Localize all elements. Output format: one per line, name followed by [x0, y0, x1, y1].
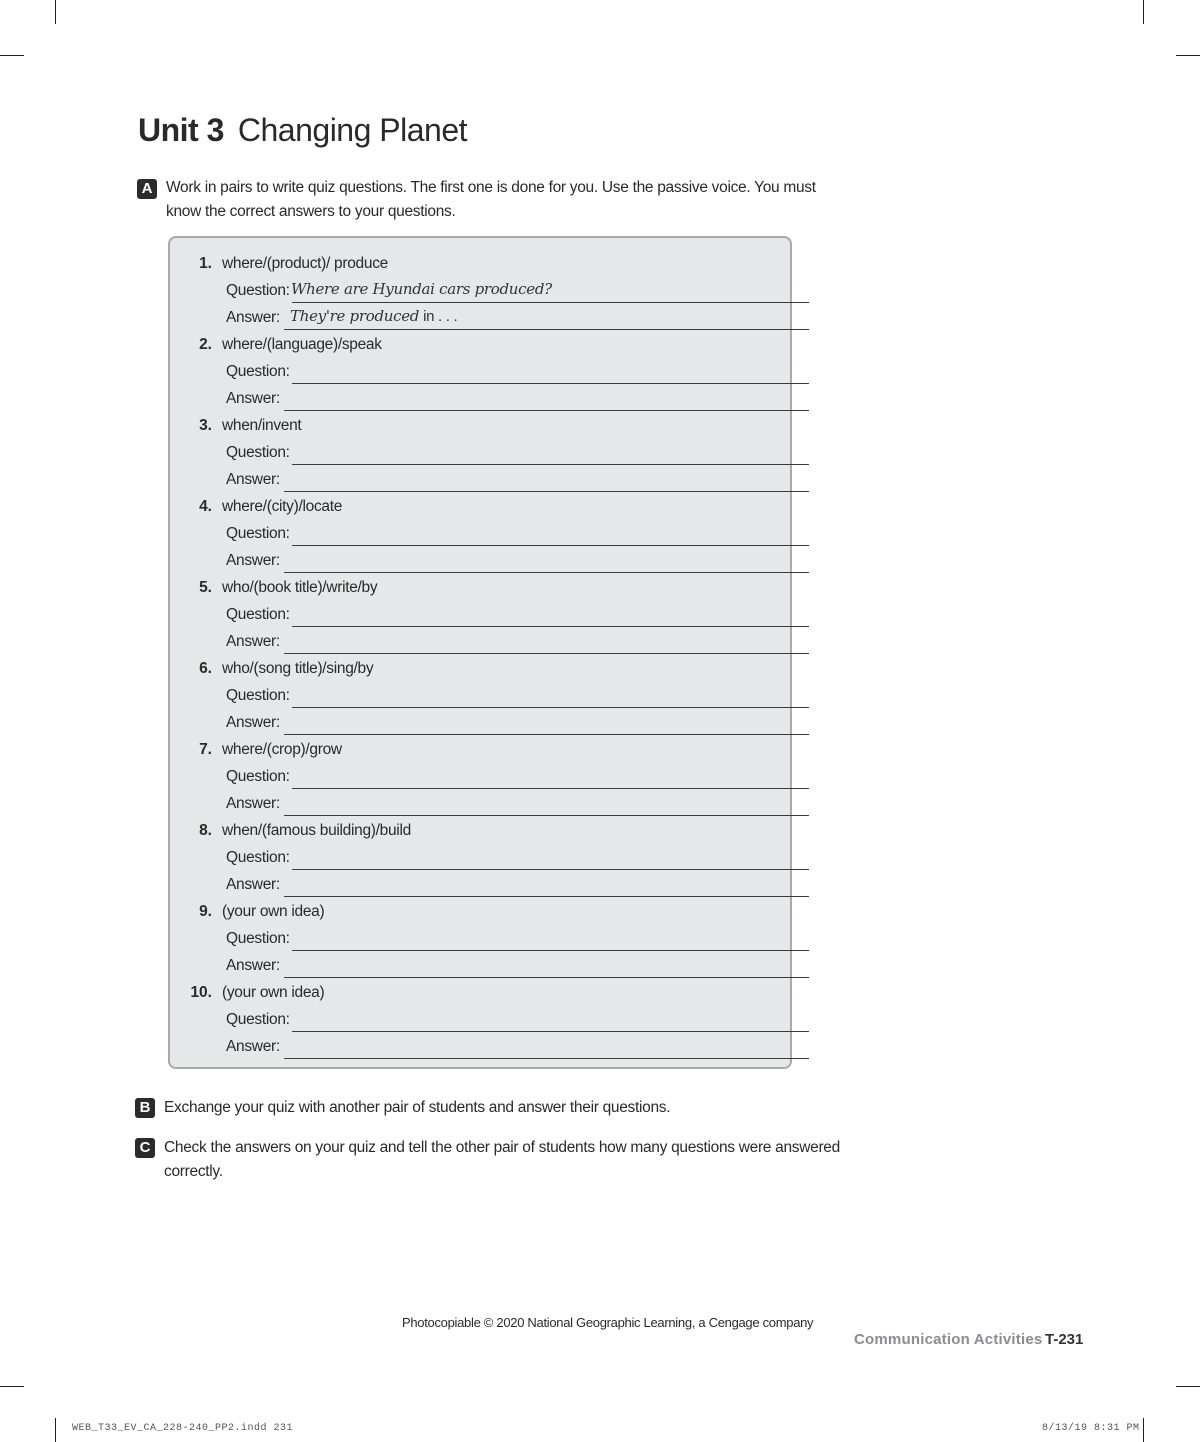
question-answer-line[interactable] [292, 950, 809, 951]
quiz-item-prompt: where/(city)/locate [222, 498, 343, 515]
unit-number: Unit 3 [138, 112, 224, 148]
quiz-item-number: 9. [199, 903, 212, 920]
answer-label: Answer: [226, 471, 280, 488]
answer-write-line[interactable] [284, 410, 809, 411]
unit-title: Changing Planet [237, 112, 468, 148]
question-label: Question: [226, 525, 290, 542]
print-slug-right: 8/13/19 8:31 PM [1042, 1423, 1140, 1434]
answer-write-line[interactable] [284, 734, 809, 735]
answer-sample-script: They're produced [290, 307, 420, 325]
answer-row[interactable] [226, 795, 766, 817]
crop-mark-bottom-left-horizontal [0, 1386, 24, 1387]
section-b-instruction: Exchange your quiz with another pair of students and answer their questions. [164, 1099, 671, 1116]
answer-row[interactable] [226, 471, 766, 493]
quiz-item-prompt: who/(song title)/sing/by [222, 660, 374, 677]
question-answer-line[interactable] [292, 383, 809, 384]
question-row[interactable] [226, 606, 766, 628]
quiz-item-number: 10. [190, 984, 212, 1001]
question-row[interactable] [226, 363, 766, 385]
section-b-marker: B [135, 1098, 155, 1118]
question-row[interactable] [226, 444, 766, 466]
quiz-item-prompt: where/(language)/speak [222, 336, 382, 353]
answer-row[interactable] [226, 390, 766, 412]
question-answer-line[interactable] [292, 545, 809, 546]
quiz-item-number: 2. [199, 336, 212, 353]
crop-mark-bottom-right-vertical [1143, 1418, 1144, 1442]
quiz-item-number: 7. [199, 741, 212, 758]
question-row[interactable] [226, 687, 766, 709]
quiz-item-number: 4. [199, 498, 212, 515]
crop-mark-bottom-right-horizontal [1176, 1386, 1200, 1387]
quiz-item-prompt: where/(product)/ produce [222, 255, 388, 272]
answer-label: Answer: [226, 876, 280, 893]
answer-write-line[interactable] [284, 1058, 809, 1059]
question-row[interactable] [226, 1011, 766, 1033]
section-a-marker: A [137, 179, 157, 199]
question-row[interactable] [226, 849, 766, 871]
quiz-item-number: 1. [199, 255, 212, 272]
question-row[interactable] [226, 768, 766, 790]
quiz-box [168, 236, 792, 1069]
section-a-instruction-line2: know the correct answers to your questions. [166, 203, 456, 220]
section-c-instruction-line1: Check the answers on your quiz and tell the other pair of students how many questions were answered [164, 1139, 840, 1156]
answer-label: Answer: [226, 633, 280, 650]
crop-mark-top-left-vertical [55, 0, 56, 24]
question-row[interactable] [226, 282, 766, 304]
question-row[interactable] [226, 525, 766, 547]
question-label: Question: [226, 1011, 290, 1028]
question-label: Question: [226, 930, 290, 947]
crop-mark-top-right-vertical [1143, 0, 1144, 24]
question-label: Question: [226, 849, 290, 866]
crop-mark-top-right-horizontal [1176, 55, 1200, 56]
question-answer-line[interactable] [292, 788, 809, 789]
quiz-item-prompt: when/invent [222, 417, 302, 434]
crop-mark-bottom-left-vertical [55, 1418, 56, 1442]
answer-label: Answer: [226, 1038, 280, 1055]
answer-row[interactable] [226, 552, 766, 574]
question-answer-line[interactable] [292, 869, 809, 870]
answer-write-line[interactable] [284, 653, 809, 654]
question-label: Question: [226, 768, 290, 785]
question-answer-line[interactable] [292, 464, 809, 465]
answer-write-line[interactable] [284, 977, 809, 978]
quiz-item-number: 8. [199, 822, 212, 839]
answer-row[interactable] [226, 1038, 766, 1060]
section-c-instruction [164, 1136, 840, 1184]
answer-label: Answer: [226, 390, 280, 407]
section-a-instruction [166, 176, 816, 224]
print-slug-left: WEB_T33_EV_CA_228-240_PP2.indd 231 [72, 1423, 294, 1434]
question-answer-line[interactable] [292, 1031, 809, 1032]
answer-sample-text [290, 307, 457, 325]
copyright-notice: Photocopiable © 2020 National Geographic Learning, a Cengage company [402, 1315, 814, 1330]
answer-label: Answer: [226, 309, 280, 326]
question-label: Question: [226, 363, 290, 380]
question-label: Question: [226, 444, 290, 461]
answer-row[interactable] [226, 633, 766, 655]
section-a-instruction-line1: Work in pairs to write quiz questions. The first one is done for you. Use the passive voice. You must [166, 179, 816, 196]
question-answer-line[interactable] [292, 626, 809, 627]
quiz-item-prompt: when/(famous building)/build [222, 822, 411, 839]
answer-label: Answer: [226, 795, 280, 812]
question-label: Question: [226, 687, 290, 704]
footer-section-name: Communication Activities [854, 1331, 1043, 1348]
answer-row[interactable] [226, 957, 766, 979]
answer-row[interactable] [226, 876, 766, 898]
answer-write-line[interactable] [284, 896, 809, 897]
quiz-item-prompt: who/(book title)/write/by [222, 579, 378, 596]
quiz-item-number: 6. [199, 660, 212, 677]
quiz-item-prompt: (your own idea) [222, 903, 325, 920]
section-c-marker: C [135, 1138, 155, 1158]
answer-write-line[interactable] [284, 815, 809, 816]
quiz-item-number: 3. [199, 417, 212, 434]
answer-label: Answer: [226, 552, 280, 569]
answer-sample-tail: in . . . [423, 308, 458, 325]
answer-row[interactable] [226, 309, 766, 331]
page-title [138, 112, 467, 149]
answer-write-line[interactable] [284, 329, 809, 330]
answer-write-line[interactable] [284, 572, 809, 573]
question-row[interactable] [226, 930, 766, 952]
question-answer-line[interactable] [292, 707, 809, 708]
page-number: T-231 [1045, 1331, 1084, 1348]
crop-mark-top-left-horizontal [0, 55, 24, 56]
answer-row[interactable] [226, 714, 766, 736]
answer-write-line[interactable] [284, 491, 809, 492]
question-sample-text: Where are Hyundai cars produced? [291, 280, 552, 298]
quiz-item-prompt: where/(crop)/grow [222, 741, 342, 758]
answer-label: Answer: [226, 714, 280, 731]
quiz-item-prompt: (your own idea) [222, 984, 325, 1001]
quiz-item-number: 5. [199, 579, 212, 596]
question-label: Question: [226, 282, 290, 299]
answer-label: Answer: [226, 957, 280, 974]
section-c-instruction-line2: correctly. [164, 1163, 223, 1180]
question-answer-line[interactable] [292, 302, 809, 303]
question-label: Question: [226, 606, 290, 623]
